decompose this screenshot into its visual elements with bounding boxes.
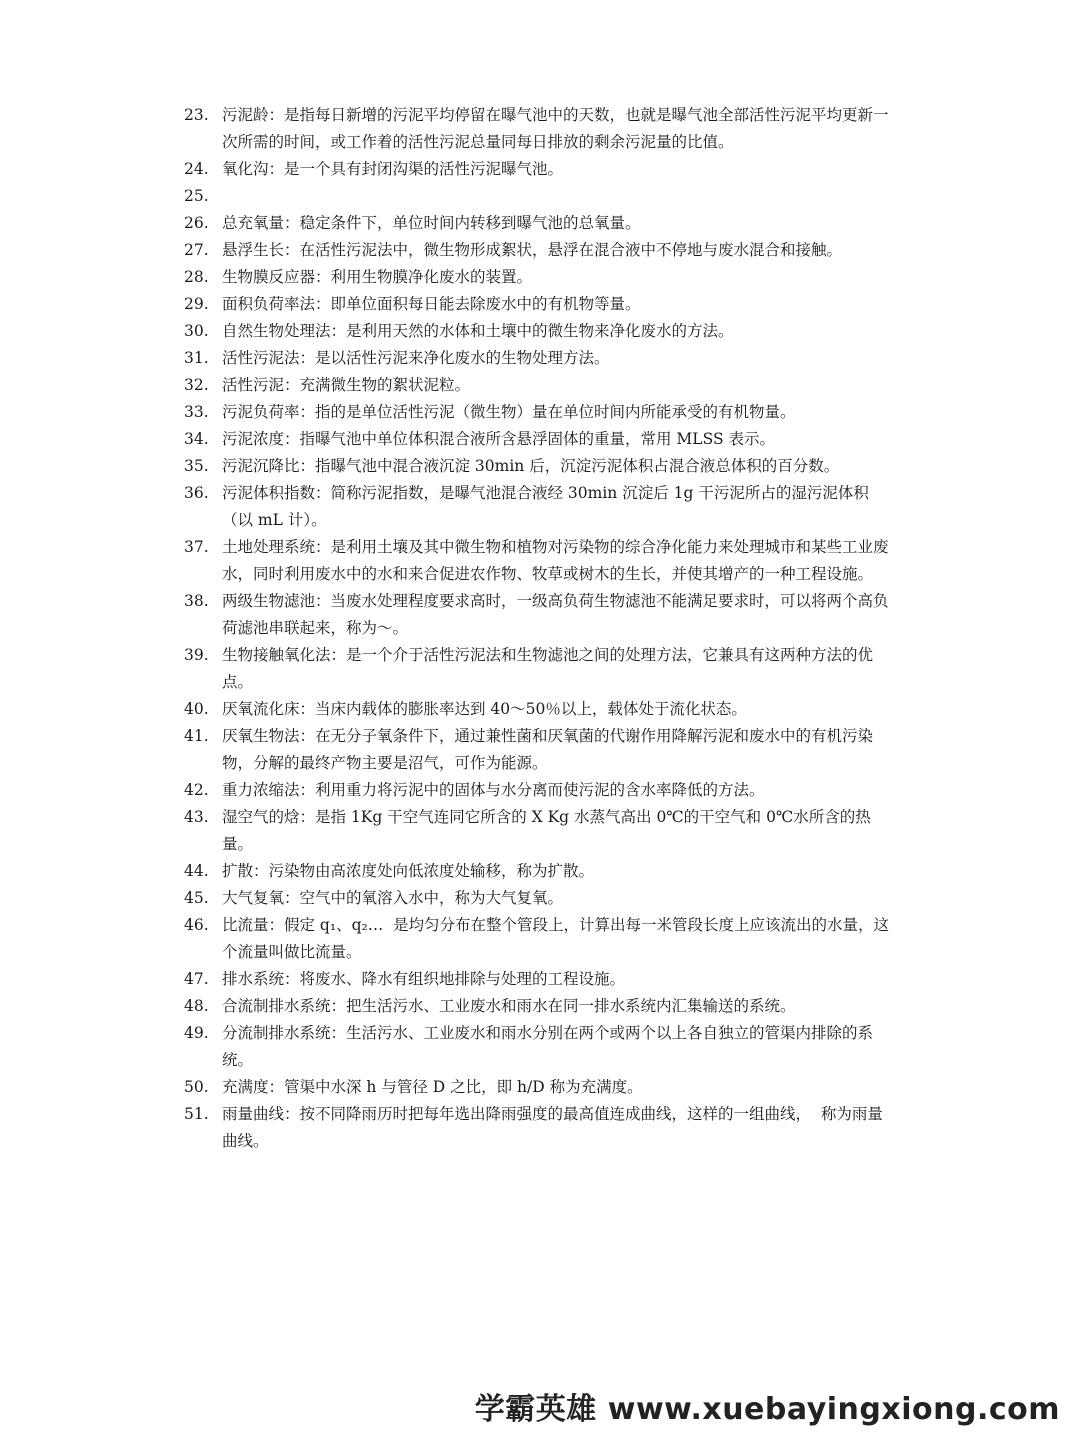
list-item bbox=[184, 993, 894, 1020]
item-text: 土地处理系统：是利用土壤及其中微生物和植物对污染物的综合净化能力来处理城市和某些工业废水，同时利用废水中的水和来合促进农作物、牧草或树木的生长，并使其增产的一种工程设施。 bbox=[222, 538, 889, 583]
item-number: 32. bbox=[184, 376, 209, 394]
item-number: 23. bbox=[184, 106, 209, 124]
list-item bbox=[184, 210, 894, 237]
item-text: 污泥浓度：指曝气池中单位体积混合液所含悬浮固体的重量，常用 MLSS 表示。 bbox=[222, 430, 775, 448]
list-item bbox=[184, 642, 894, 696]
item-text: 充满度：管渠中水深 h 与管径 D 之比，即 h/D 称为充满度。 bbox=[222, 1078, 643, 1096]
list-item bbox=[184, 966, 894, 993]
item-number: 44. bbox=[184, 862, 209, 880]
item-number: 25. bbox=[184, 187, 209, 205]
list-item bbox=[184, 858, 894, 885]
item-number: 42. bbox=[184, 781, 209, 799]
definition-list bbox=[184, 102, 894, 1155]
list-item bbox=[184, 156, 894, 183]
item-text: 生物膜反应器：利用生物膜净化废水的装置。 bbox=[222, 268, 533, 286]
item-number: 29. bbox=[184, 295, 209, 313]
list-item bbox=[184, 399, 894, 426]
list-item bbox=[184, 804, 894, 858]
item-text: 总充氧量：稳定条件下，单位时间内转移到曝气池的总氧量。 bbox=[222, 214, 641, 232]
item-text: 厌氧流化床：当床内载体的膨胀率达到 40～50％以上，载体处于流化状态。 bbox=[222, 700, 747, 718]
item-number: 46. bbox=[184, 916, 209, 934]
list-item bbox=[184, 534, 894, 588]
item-text: 分流制排水系统：生活污水、工业废水和雨水分别在两个或两个以上各自独立的管渠内排除的系统。 bbox=[222, 1024, 874, 1069]
item-number: 34. bbox=[184, 430, 209, 448]
item-text: 比流量：假定 q₁、q₂… 是均匀分布在整个管段上，计算出每一米管段长度上应该流出的水量，这个流量叫做比流量。 bbox=[222, 916, 890, 961]
list-item bbox=[184, 885, 894, 912]
item-text: 自然生物处理法：是利用天然的水体和土壤中的微生物来净化废水的方法。 bbox=[222, 322, 734, 340]
item-text: 湿空气的焓：是指 1Kg 干空气连同它所含的 X Kg 水蒸气高出 0℃的干空气和 0℃水所含的热量。 bbox=[222, 808, 871, 853]
item-number: 26. bbox=[184, 214, 209, 232]
item-number: 33. bbox=[184, 403, 209, 421]
list-item bbox=[184, 1074, 894, 1101]
list-item bbox=[184, 102, 894, 156]
list-item bbox=[184, 237, 894, 264]
item-text: 面积负荷率法：即单位面积每日能去除废水中的有机物等量。 bbox=[222, 295, 641, 313]
item-text bbox=[222, 183, 894, 210]
item-number: 45. bbox=[184, 889, 209, 907]
item-text: 污泥沉降比：指曝气池中混合液沉淀 30min 后，沉淀污泥体积占混合液总体积的百分数。 bbox=[222, 457, 840, 475]
list-item bbox=[184, 1101, 894, 1155]
list-item bbox=[184, 453, 894, 480]
item-text: 悬浮生长：在活性污泥法中，微生物形成絮状，悬浮在混合液中不停地与废水混合和接触。 bbox=[222, 241, 843, 259]
item-text: 活性污泥法：是以活性污泥来净化废水的生物处理方法。 bbox=[222, 349, 610, 367]
item-number: 31. bbox=[184, 349, 209, 367]
list-item bbox=[184, 372, 894, 399]
list-item bbox=[184, 1020, 894, 1074]
list-item bbox=[184, 426, 894, 453]
list-item bbox=[184, 588, 894, 642]
list-item bbox=[184, 696, 894, 723]
list-item bbox=[184, 912, 894, 966]
item-text: 氧化沟：是一个具有封闭沟渠的活性污泥曝气池。 bbox=[222, 160, 564, 178]
list-item bbox=[184, 183, 894, 210]
list-item bbox=[184, 723, 894, 777]
item-text: 活性污泥：充满微生物的絮状泥粒。 bbox=[222, 376, 471, 394]
item-text: 污泥体积指数：简称污泥指数，是曝气池混合液经 30min 沉淀后 1g 干污泥所占的湿污泥体积（以 mL 计）。 bbox=[222, 484, 869, 529]
item-text: 生物接触氧化法：是一个介于活性污泥法和生物滤池之间的处理方法，它兼具有这两种方法的优点。 bbox=[222, 646, 874, 691]
item-number: 43. bbox=[184, 808, 209, 826]
watermark: 学霸英雄 www.xuebayingxiong.com bbox=[474, 1392, 1060, 1427]
item-number: 48. bbox=[184, 997, 209, 1015]
list-item bbox=[184, 264, 894, 291]
item-text: 两级生物滤池：当废水处理程度要求高时，一级高负荷生物滤池不能满足要求时，可以将两个高负荷滤池串联起来，称为～。 bbox=[222, 592, 889, 637]
item-number: 36. bbox=[184, 484, 209, 502]
item-number: 30. bbox=[184, 322, 209, 340]
list-item bbox=[184, 318, 894, 345]
item-number: 49. bbox=[184, 1024, 209, 1042]
list-item bbox=[184, 777, 894, 804]
item-text: 大气复氧：空气中的氧溶入水中，称为大气复氧。 bbox=[222, 889, 564, 907]
item-number: 28. bbox=[184, 268, 209, 286]
item-number: 27. bbox=[184, 241, 209, 259]
item-number: 38. bbox=[184, 592, 209, 610]
item-number: 39. bbox=[184, 646, 209, 664]
item-text: 排水系统：将废水、降水有组织地排除与处理的工程设施。 bbox=[222, 970, 626, 988]
item-number: 37. bbox=[184, 538, 209, 556]
item-text: 重力浓缩法：利用重力将污泥中的固体与水分离而使污泥的含水率降低的方法。 bbox=[222, 781, 765, 799]
item-number: 47. bbox=[184, 970, 209, 988]
item-number: 24. bbox=[184, 160, 209, 178]
item-number: 51. bbox=[184, 1105, 209, 1123]
item-number: 41. bbox=[184, 727, 209, 745]
item-text: 扩散：污染物由高浓度处向低浓度处输移，称为扩散。 bbox=[222, 862, 595, 880]
item-text: 污泥龄：是指每日新增的污泥平均停留在曝气池中的天数，也就是曝气池全部活性污泥平均更新一次所需的时间，或工作着的活性污泥总量同每日排放的剩余污泥量的比值。 bbox=[222, 106, 889, 151]
item-text: 雨量曲线：按不同降雨历时把每年选出降雨强度的最高值连成曲线，这样的一组曲线， 称为雨量曲线。 bbox=[222, 1105, 883, 1150]
item-number: 40. bbox=[184, 700, 209, 718]
list-item bbox=[184, 345, 894, 372]
item-number: 35. bbox=[184, 457, 209, 475]
list-item bbox=[184, 291, 894, 318]
item-text: 污泥负荷率：指的是单位活性污泥（微生物）量在单位时间内所能承受的有机物量。 bbox=[222, 403, 796, 421]
item-number: 50. bbox=[184, 1078, 209, 1096]
item-text: 合流制排水系统：把生活污水、工业废水和雨水在同一排水系统内汇集输送的系统。 bbox=[222, 997, 796, 1015]
item-text: 厌氧生物法：在无分子氧条件下，通过兼性菌和厌氧菌的代谢作用降解污泥和废水中的有机污染物，分解的最终产物主要是沼气，可作为能源。 bbox=[222, 727, 874, 772]
list-item bbox=[184, 480, 894, 534]
